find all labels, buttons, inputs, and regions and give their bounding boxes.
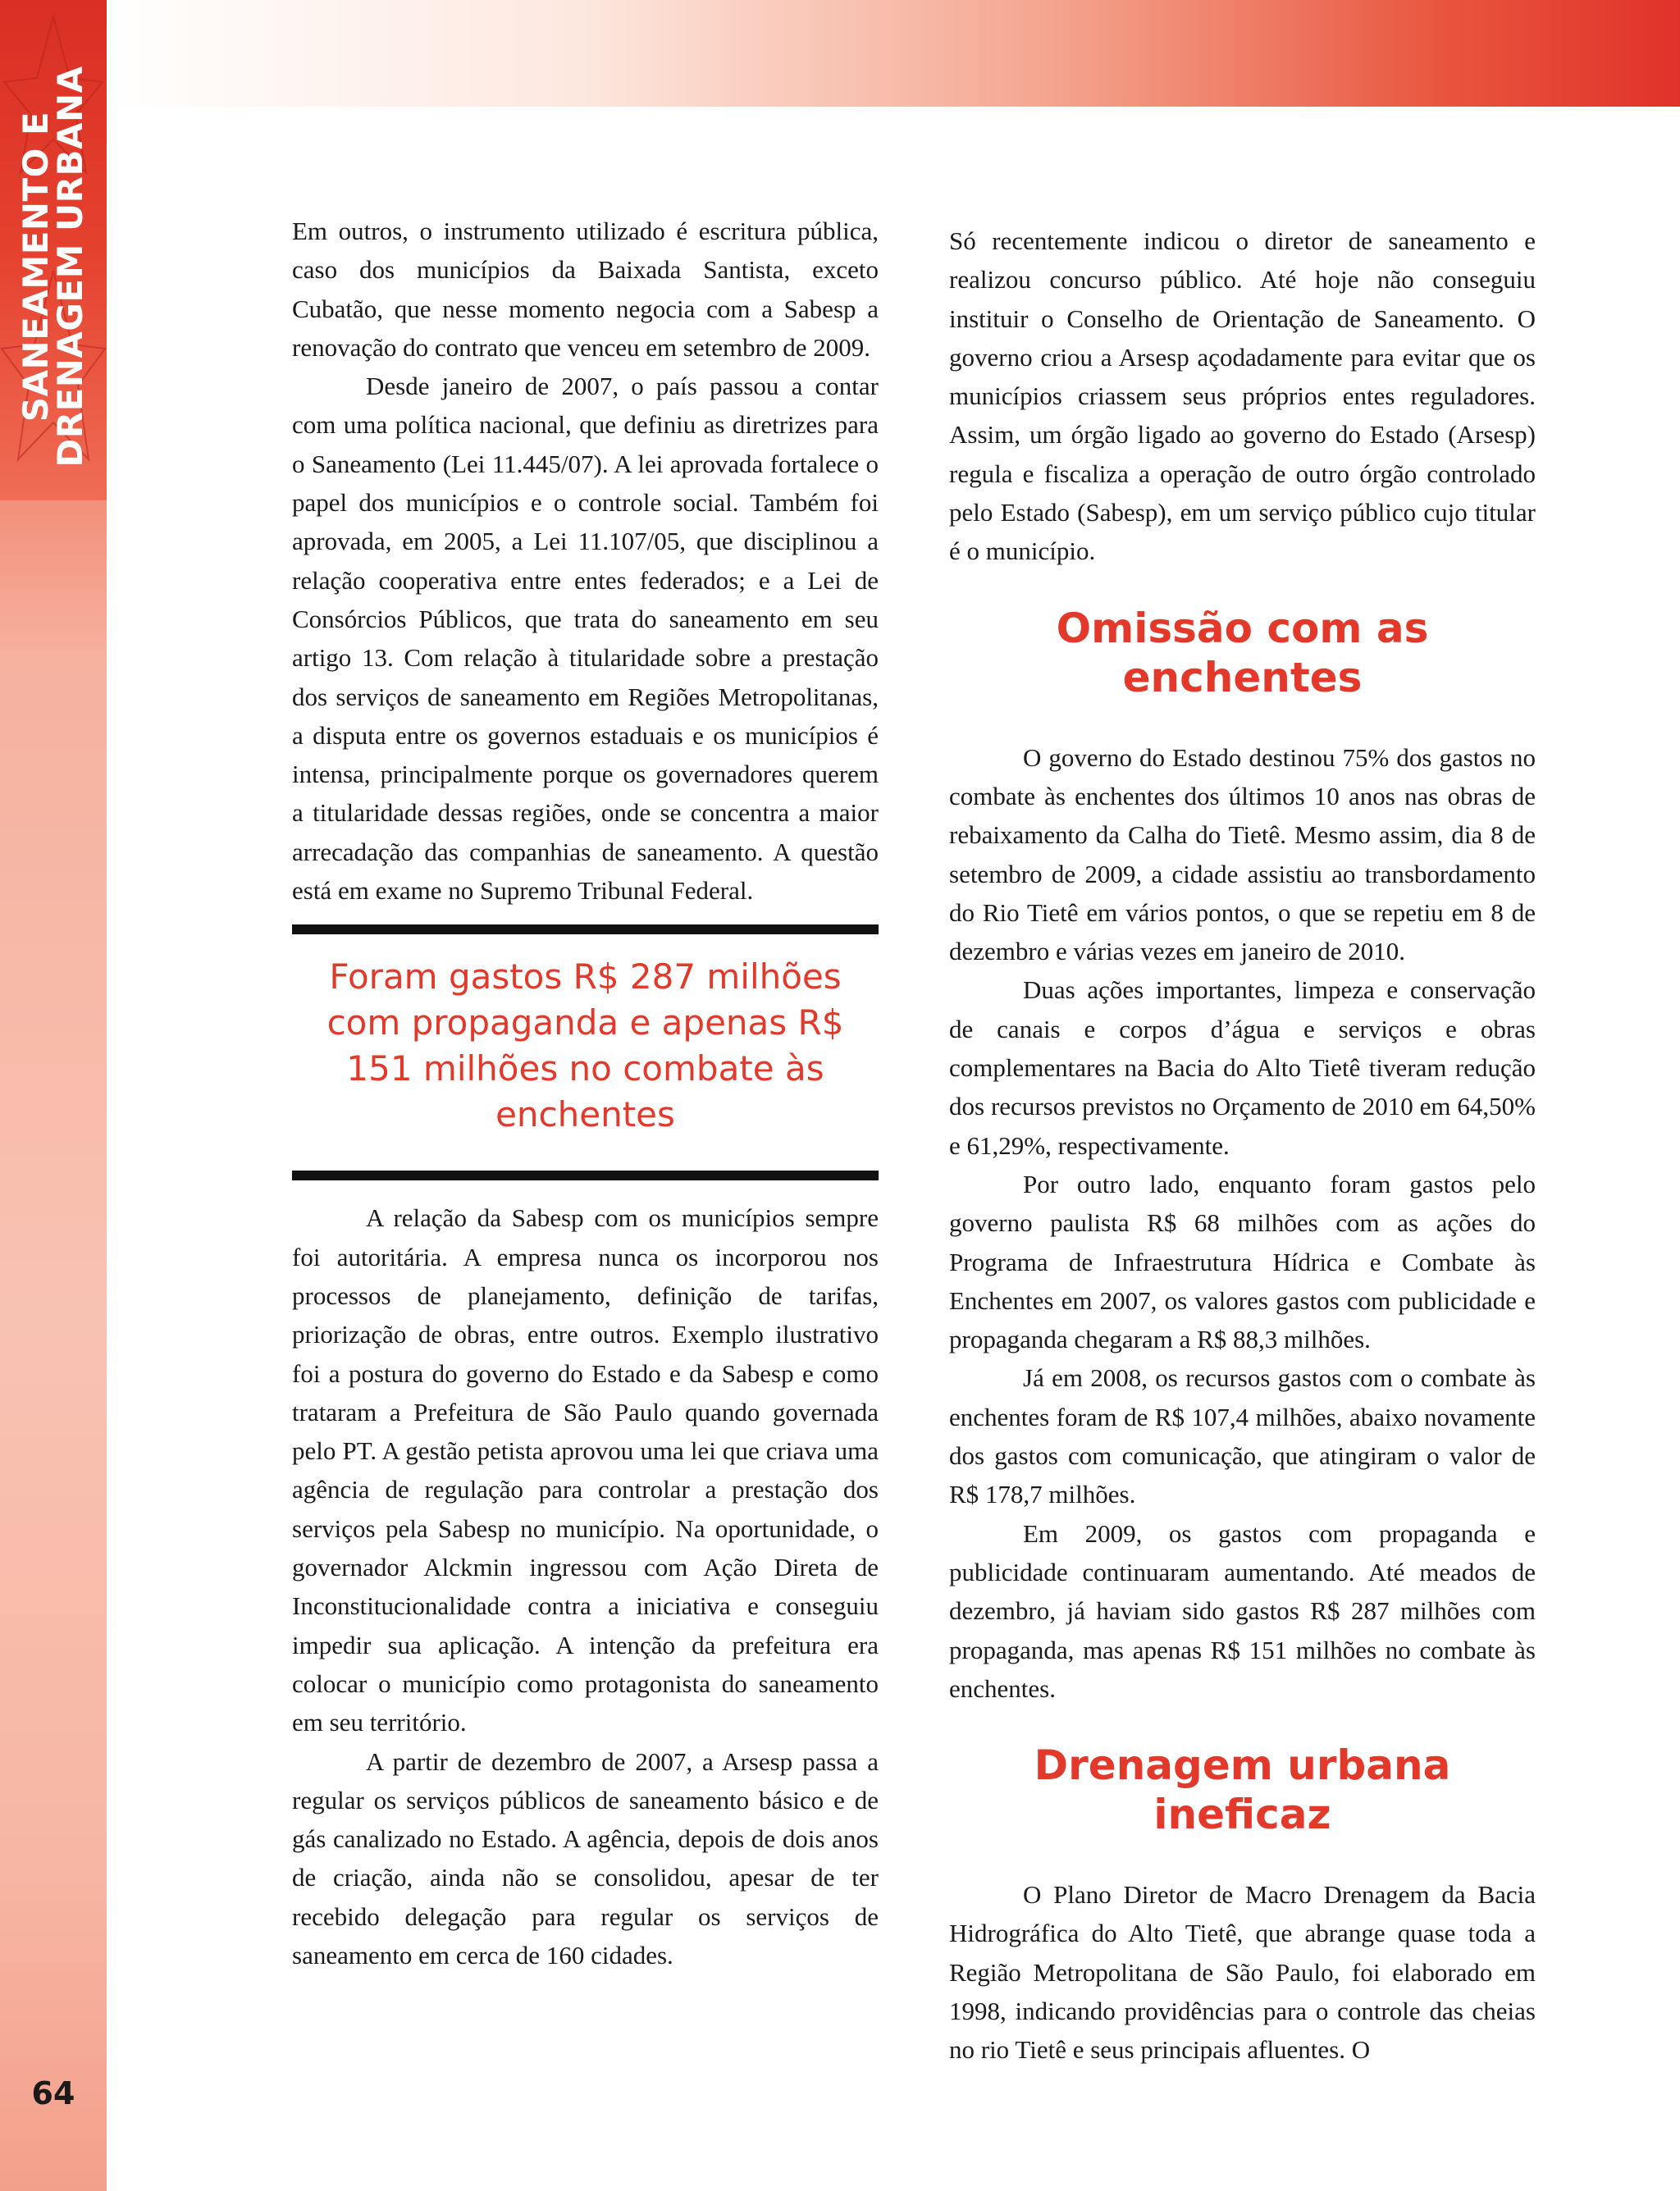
top-decorative-band bbox=[107, 0, 1680, 107]
body-paragraph: Duas ações importantes, limpeza e conservação de canais e corpos d’água e serviços e obras complementares na Bacia do Alto Tietê tiveram redução dos recursos previstos no Orçamento de 2010 em 64,50% e 61,29%, respectivamente. bbox=[949, 975, 1536, 1160]
body-paragraph: Só recentemente indicou o diretor de saneamento e realizou concurso público. Até hoje não conseguiu instituir o Conselho de Orientação de Saneamento. O governo criou a Arsesp açodadamente para evitar que os municípios criassem seus próprios entes reguladores. Assim, um órgão ligado ao governo do Estado (Arsesp) regula e fiscaliza a operação de outro órgão controlado pelo Estado (Sabesp), em um serviço público cujo titular é o município. bbox=[949, 226, 1536, 566]
body-paragraph: Desde janeiro de 2007, o país passou a contar com uma política nacional, que definiu as diretrizes para o Saneamento (Lei 11.445/07). A lei aprovada fortalece o papel dos municípios e o controle social. Também foi aprovada, em 2005, a Lei 11.107/05, que disciplinou a relação cooperativa entre entes federados; e a Lei de Consórcios Públicos, que trata do saneamento em seu artigo 13. Com relação à titularidade sobre a prestação dos serviços de saneamento em Regiões Metropolitanas, a disputa entre os governos estaduais e os municípios é intensa, principalmente porque os governadores querem a titularidade dessas regiões, onde se concentra a maior arrecadação das companhias de saneamento. A questão está em exame no Supremo Tribunal Federal. bbox=[292, 372, 879, 906]
side-tab-line1: SANEAMENTO E bbox=[16, 111, 56, 422]
body-paragraph: O governo do Estado destinou 75% dos gastos no combate às enchentes dos últimos 10 anos nas obras de rebaixamento da Calha do Tietê. Mesmo assim, dia 8 de setembro de 2009, a cidade assistiu ao transbordamento do Rio Tietê em vários pontos, o que se repetiu em 8 de dezembro e várias vezes em janeiro de 2010. bbox=[949, 742, 1536, 966]
body-paragraph: Já em 2008, os recursos gastos com o combate às enchentes foram de R$ 107,4 milhões, abaixo novamente dos gastos com comunicação, que atingiram o valor de R$ 178,7 milhões. bbox=[949, 1363, 1536, 1509]
side-tab-line2: DRENAGEM URBANA bbox=[50, 66, 90, 468]
side-tab-title bbox=[0, 0, 107, 500]
body-paragraph: A partir de dezembro de 2007, a Arsesp passa a regular os serviços públicos de saneamento básico e de gás canalizado no Estado. A agência, depois de dois anos de criação, ainda não se consolidou, apesar de ter recebido delegação para regular os serviços de saneamento em cerca de 160 cidades. bbox=[292, 1746, 879, 1970]
pull-quote: Foram gastos R$ 287 milhões com propaganda e apenas R$ 151 milhões no combate às enchentes bbox=[292, 924, 879, 1180]
section-heading-drenagem: Drenagem urbana ineficaz bbox=[1034, 1741, 1451, 1839]
body-paragraph: O Plano Diretor de Macro Drenagem da Bacia Hidrográfica do Alto Tietê, que abrange quase toda a Região Metropolitana de São Paulo, foi elaborado em 1998, indicando providências para o controle das cheias no rio Tietê e seus principais afluentes. O bbox=[949, 1880, 1536, 2065]
left-column bbox=[292, 212, 879, 1974]
body-paragraph: Em 2009, os gastos com propaganda e publicidade continuaram aumentando. Até meados de dezembro, já haviam sido gastos R$ 287 milhões com propaganda, mas apenas R$ 151 milhões no combate às enchentes. bbox=[949, 1518, 1536, 1703]
section-heading-omissao: Omissão com as enchentes bbox=[1056, 604, 1429, 701]
right-column bbox=[949, 221, 1536, 2070]
body-paragraph: Em outros, o instrumento utilizado é escritura pública, caso dos municípios da Baixada Santista, exceto Cubatão, que nesse momento negocia com a Sabesp a renovação do contrato que venceu em setembro de 2009. bbox=[292, 217, 879, 362]
body-paragraph: A relação da Sabesp com os municípios sempre foi autoritária. A empresa nunca os incorporou nos processos de planejamento, definição de tarifas, priorização de obras, entre outros. Exemplo ilustrativo foi a postura do governo do Estado e da Sabesp e como trataram a Prefeitura de São Paulo quando governada pelo PT. A gestão petista aprovou uma lei que criava uma agência de regulação para controlar a prestação dos serviços pela Sabesp no município. Na oportunidade, o governador Alckmin ingressou com Ação Direta de Inconstitucionalidade contra a iniciativa e conseguiu impedir sua aplicação. A intenção da prefeitura era colocar o município como protagonista do saneamento em seu território. bbox=[292, 1203, 879, 1737]
page-number: 64 bbox=[31, 2075, 75, 2111]
body-paragraph: Por outro lado, enquanto foram gastos pelo governo paulista R$ 68 milhões com as ações do Programa de Infraestrutura Hídrica e Combate às Enchentes em 2007, os valores gastos com publicidade e propaganda chegaram a R$ 88,3 milhões. bbox=[949, 1169, 1536, 1354]
